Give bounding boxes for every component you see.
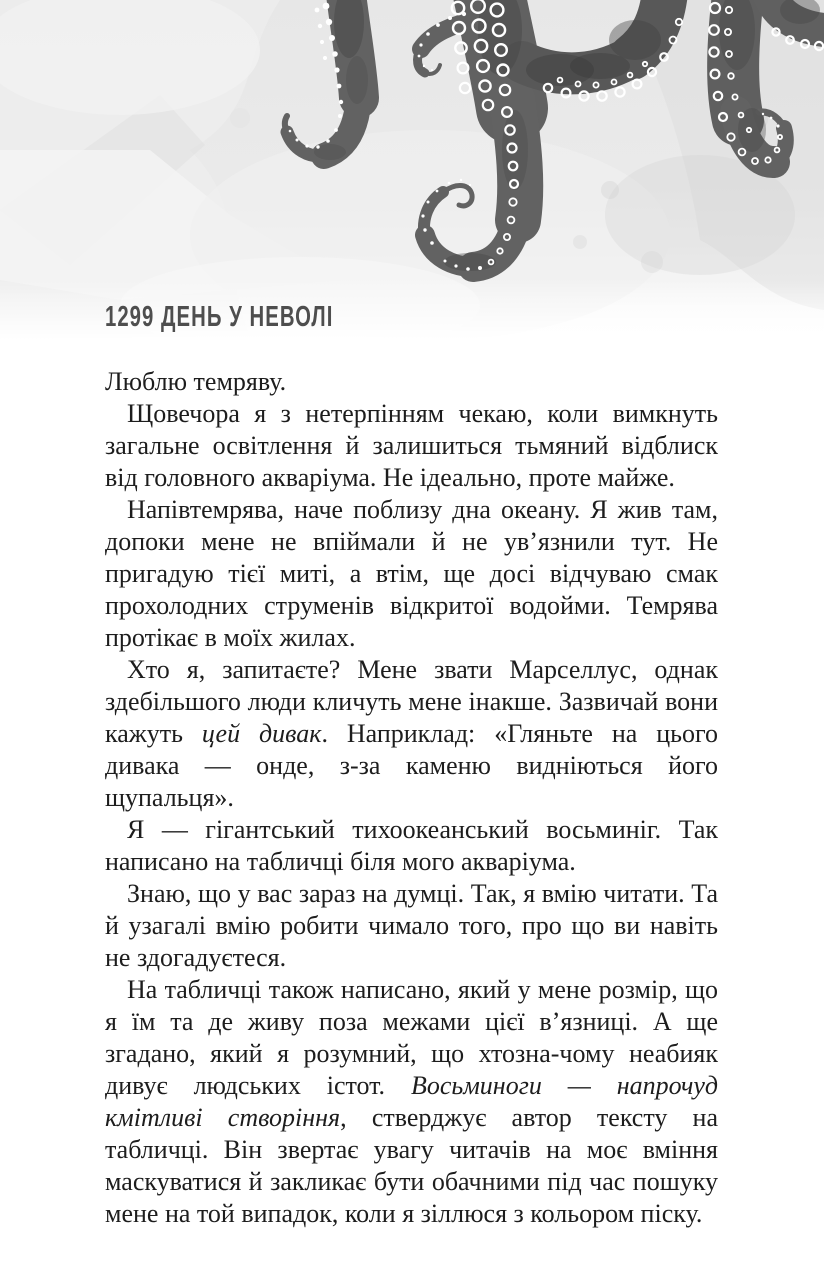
text-run: , стверджує автор тексту на табличці. Він звертає увагу читачів на моє вміння маскуватися й закликає бути обачними під час пошуку мене на той випадок, коли я зіллюся з кольором піску. <box>105 1103 718 1228</box>
text-run: Люблю темряву. <box>105 367 287 396</box>
paragraph <box>105 974 718 1230</box>
text-run: . Наприклад: «Гляньте на цього дивака — онде, з-за каменю видніються його щупальця». <box>105 719 718 812</box>
text-run: Хто я, запитаєте? Мене звати Марселлус, однак здебільшого люди кличуть мене інакше. Зазвичай вони кажуть <box>105 655 718 748</box>
chapter-heading: 1299 ДЕНЬ У НЕВОЛІ <box>105 301 334 333</box>
octopus-tentacles-illustration <box>0 0 824 340</box>
text-run: Знаю, що у вас зараз на думці. Так, я вмію читати. Та й узагалі вмію робити чимало того, про що ви навіть не здогадуєтеся. <box>105 879 718 972</box>
text-run: Напівтемрява, наче поблизу дна океану. Я жив там, допоки мене не впіймали й не ув’язнили тут. Не пригадую тієї миті, а втім, ще досі відчуваю смак прохолодних струменів відкритої водойми. Темрява протікає в моїх жилах. <box>105 495 718 652</box>
paragraph <box>105 878 718 974</box>
italic-run: Восьминоги — напрочуд кмітливі створіння <box>105 1071 718 1132</box>
paragraph <box>105 654 718 814</box>
body-text <box>105 366 718 1230</box>
text-run: Щовечора я з нетерпінням чекаю, коли вимкнуть загальне освітлення й залишиться тьмяний відблиск від головного акваріума. Не ідеально, проте майже. <box>105 399 718 492</box>
text-run: На табличці також написано, який у мене розмір, що я їм та де живу поза межами цієї в’язниці. А ще згадано, який я розумний, що хтозна-чому неабияк дивує людських істот. <box>105 975 718 1100</box>
paragraph <box>105 398 718 494</box>
paragraph <box>105 366 718 398</box>
italic-run: цей дивак <box>201 719 322 748</box>
paragraph <box>105 494 718 654</box>
text-run: Я — гігантський тихоокеанський восьминіг. Так написано на табличці біля мого акваріума. <box>105 815 718 876</box>
paragraph <box>105 814 718 878</box>
